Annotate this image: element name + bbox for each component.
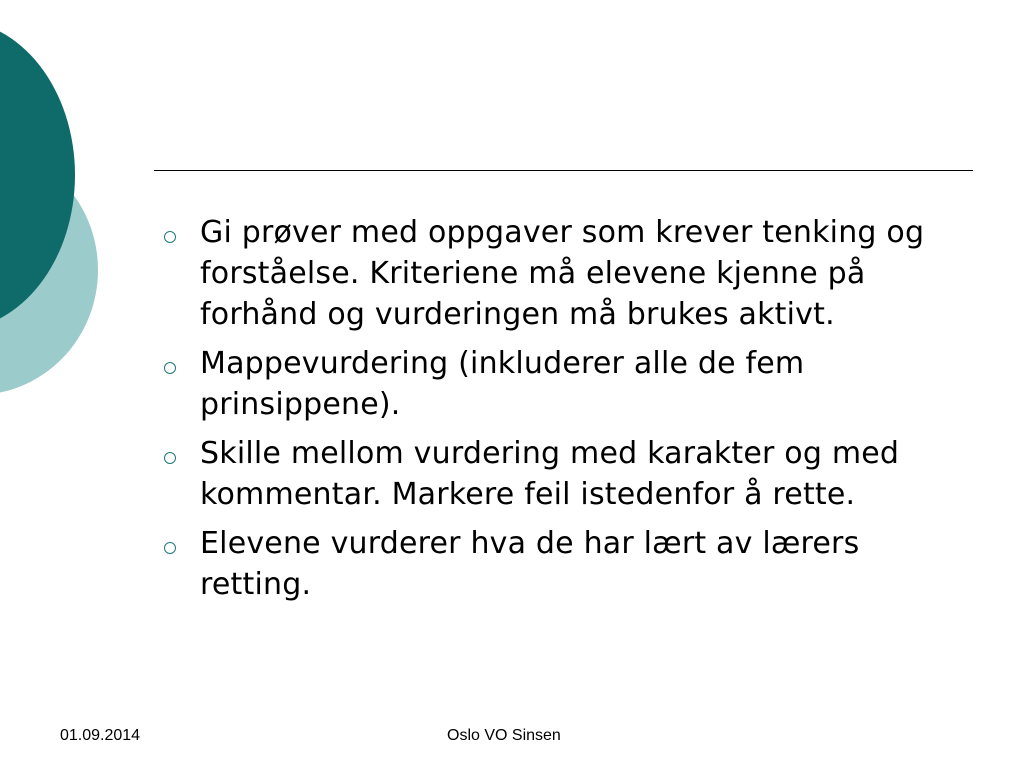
bullet-circle-icon (164, 542, 176, 554)
list-item (164, 343, 964, 425)
list-item (164, 523, 964, 605)
bullet-text: Mappevurdering (inkluderer alle de fem prinsippene). (200, 346, 805, 422)
footer-date: 01.09.2014 (60, 727, 141, 744)
bullet-text: Skille mellom vurdering med karakter og med kommentar. Markere feil istedenfor å rette. (200, 436, 900, 512)
bullet-circle-icon (164, 452, 176, 464)
bullet-list (164, 212, 964, 613)
bullet-text: Gi prøver med oppgaver som krever tenking og forståelse. Kriteriene må elevene kjenne på forhånd og vurderingen må brukes aktivt. (200, 215, 925, 332)
bullet-circle-icon (164, 362, 176, 374)
bullet-text: Elevene vurderer hva de har lært av lærers retting. (200, 526, 860, 602)
list-item (164, 433, 964, 515)
list-item (164, 212, 964, 335)
title-divider (154, 170, 973, 171)
bullet-circle-icon (164, 231, 176, 243)
footer-center-text: Oslo VO Sinsen (447, 727, 561, 744)
